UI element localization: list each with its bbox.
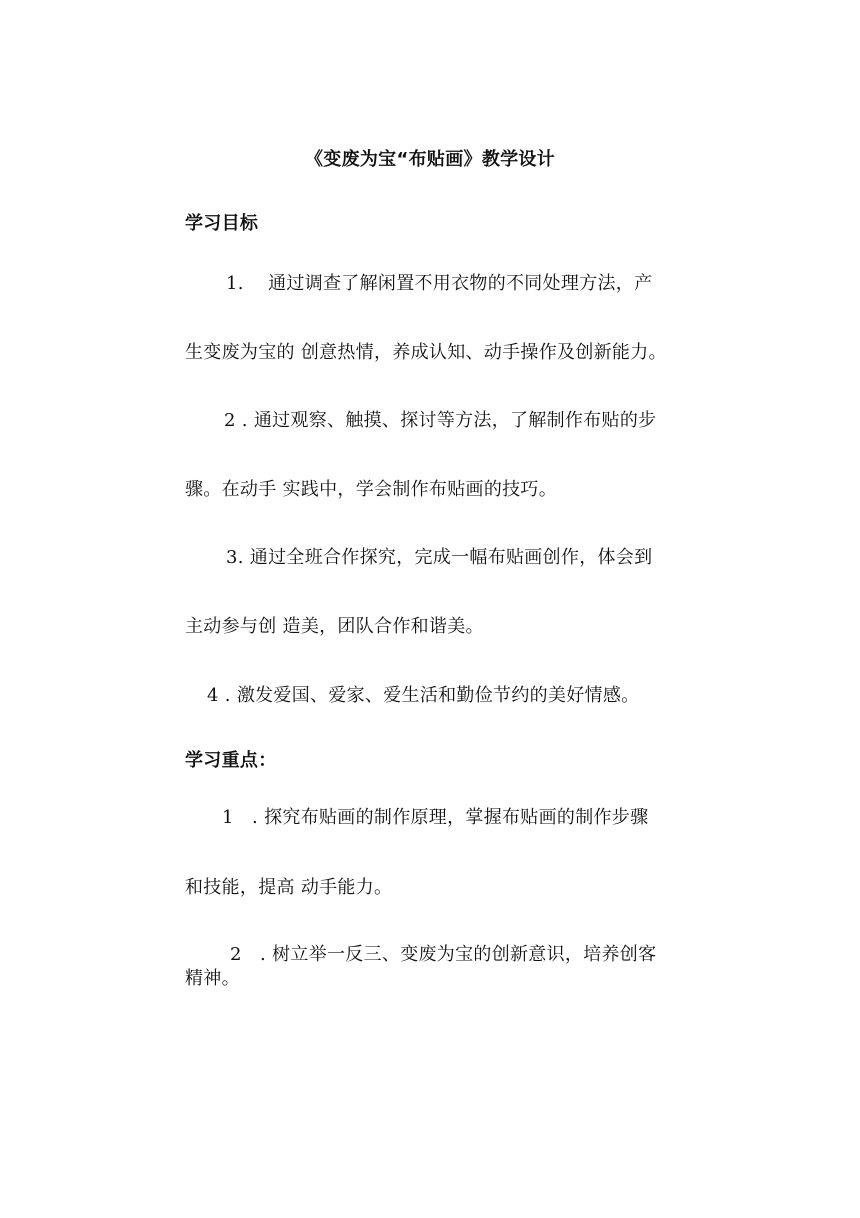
goal-3-line-1: 3. 通过全班合作探究，完成一幅布贴画创作，体会到: [226, 547, 653, 568]
key-point-1-line-1: 1 . 探究布贴画的制作原理，掌握布贴画的制作步骤: [222, 807, 649, 828]
goal-4-line-1: 4 . 激发爱国、爱家、爱生活和勤俭节约的美好情感。: [207, 685, 640, 706]
goal-2-line-1: 2 . 通过观察、触摸、探讨等方法，了解制作布贴的步: [224, 410, 657, 431]
goal-2-line-2: 骤。在动手 实践中，学会制作布贴画的技巧。: [185, 479, 558, 500]
section-heading-key-points: 学习重点：: [185, 750, 277, 771]
key-point-2-line-2: 精神。: [185, 968, 240, 989]
document-title: 《变废为宝“布贴画》教学设计: [304, 149, 556, 170]
key-point-2-line-1: 2 . 树立举一反三、变废为宝的创新意识，培养创客: [230, 944, 657, 965]
goal-1-line-1: 1. 通过调查了解闲置不用衣物的不同处理方法，产: [226, 273, 653, 294]
section-heading-learning-goals: 学习目标: [185, 213, 259, 234]
goal-3-line-2: 主动参与创 造美，团队合作和谐美。: [185, 616, 484, 637]
goal-1-line-2: 生变废为宝的 创意热情，养成认知、动手操作及创新能力。: [185, 342, 667, 363]
key-point-1-line-2: 和技能，提高 动手能力。: [185, 877, 393, 898]
